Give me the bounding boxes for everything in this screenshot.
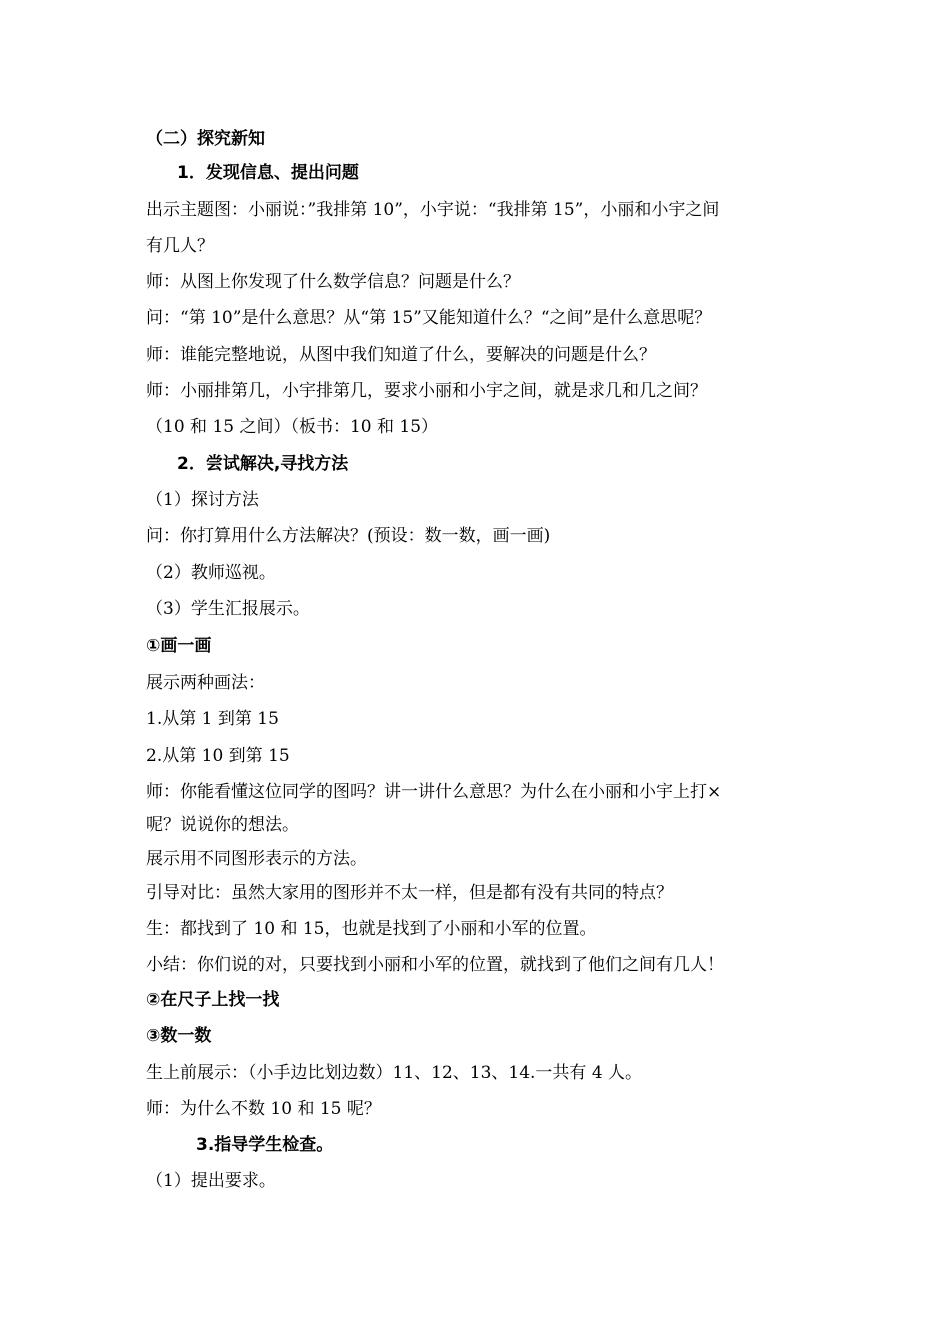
paragraph-line: 师：你能看懂这位同学的图吗？讲一讲什么意思？为什么在小丽和小宇上打×: [146, 782, 722, 802]
paragraph-line: 出示主题图：小丽说：”我排第 10”，小宇说：“我排第 15”，小丽和小宇之间: [146, 200, 720, 220]
paragraph-line: 小结：你们说的对，只要找到小丽和小军的位置，就找到了他们之间有几人！: [146, 955, 724, 975]
method-heading-ruler: ②在尺子上找一找: [146, 990, 280, 1010]
paragraph-line: 生上前展示：（小手边比划边数）11、12、13、14.一共有 4 人。: [146, 1063, 643, 1083]
paragraph-line: 展示用不同图形表示的方法。: [146, 849, 367, 869]
subsection-heading-2: 2．尝试解决,寻找方法: [177, 454, 349, 474]
paragraph-line: 有几人？: [146, 236, 214, 256]
paragraph-line: 展示两种画法：: [146, 673, 265, 693]
paragraph-line: （2）教师巡视。: [146, 563, 276, 583]
method-heading-draw: ①画一画: [146, 636, 212, 656]
paragraph-line: 引导对比：虽然大家用的图形并不太一样，但是都有没有共同的特点？: [146, 883, 673, 903]
method-heading-count: ③数一数: [146, 1026, 212, 1046]
paragraph-line: 2.从第 10 到第 15: [146, 746, 290, 766]
paragraph-line: 生：都找到了 10 和 15，也就是找到了小丽和小军的位置。: [146, 919, 597, 939]
paragraph-line: （10 和 15 之间）（板书：10 和 15）: [146, 417, 439, 437]
paragraph-line: （1）探讨方法: [146, 490, 259, 510]
paragraph-line: （3）学生汇报展示。: [146, 599, 310, 619]
subsection-heading-3: 3.指导学生检查。: [196, 1135, 334, 1155]
paragraph-line: 呢？说说你的想法。: [146, 815, 299, 835]
paragraph-line: 师：小丽排第几，小宇排第几，要求小丽和小宇之间，就是求几和几之间？: [146, 381, 707, 401]
paragraph-line: 1.从第 1 到第 15: [146, 709, 279, 729]
paragraph-line: 师：为什么不数 10 和 15 呢？: [146, 1099, 381, 1119]
paragraph-line: 师：从图上你发现了什么数学信息？问题是什么？: [146, 272, 520, 292]
paragraph-line: 师：谁能完整地说，从图中我们知道了什么，要解决的问题是什么？: [146, 345, 656, 365]
paragraph-line: 问：你打算用什么方法解决？(预设：数一数，画一画): [146, 526, 551, 546]
paragraph-line: （1）提出要求。: [146, 1171, 276, 1191]
subsection-heading-1: 1．发现信息、提出问题: [177, 163, 359, 183]
paragraph-line: 问：“第 10”是什么意思？从“第 15”又能知道什么？“之间”是什么意思呢？: [146, 308, 712, 328]
section-heading: （二）探究新知: [146, 129, 265, 149]
